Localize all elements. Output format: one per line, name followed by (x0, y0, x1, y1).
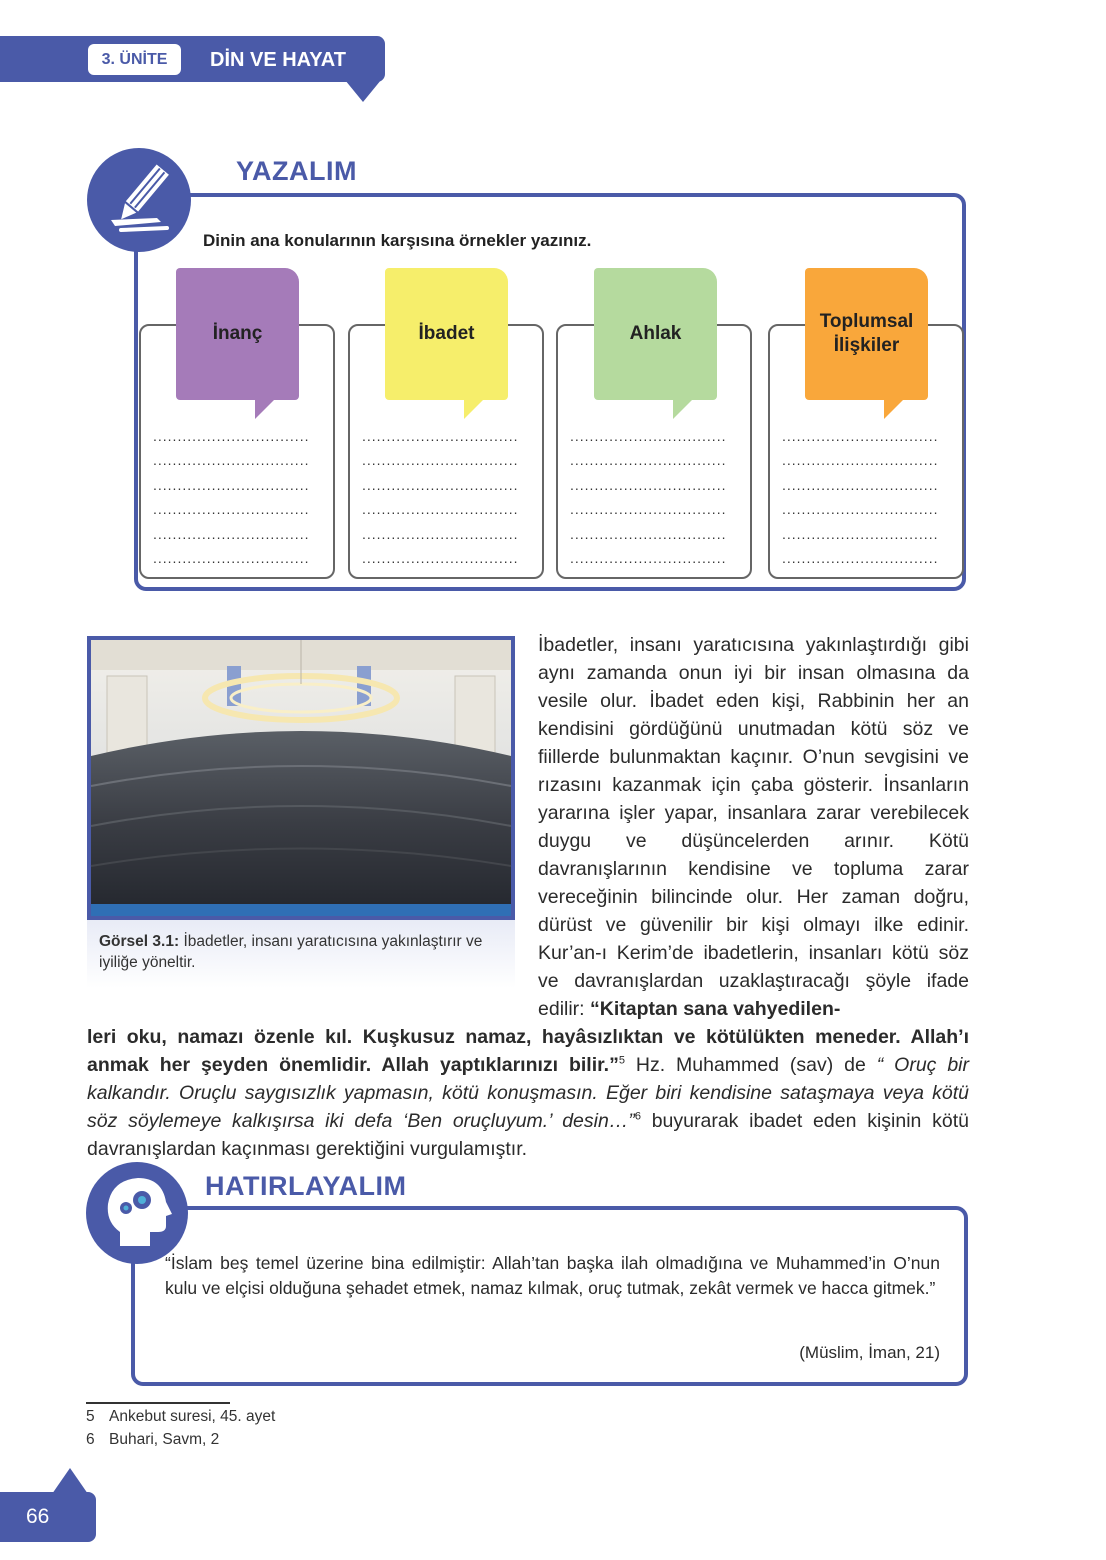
dotted-answer-line[interactable]: ................................ (782, 550, 939, 566)
dotted-answer-line[interactable]: ................................ (362, 452, 519, 469)
unit-title: DİN VE HAYAT (210, 49, 346, 71)
quran-quote-start: “Kitaptan sana vahyedilen- (590, 998, 841, 1020)
photo-caption-text: İbadetler, insanı yaratıcısına yakınlaştırır ve iyiliğe yöneltir. (99, 933, 483, 971)
dotted-answer-line[interactable]: ................................ (153, 452, 310, 469)
dotted-answer-line[interactable]: ................................ (362, 550, 519, 566)
dotted-answer-line[interactable]: ................................ (362, 501, 519, 518)
unit-label: 3. ÜNİTE (88, 44, 181, 75)
photo-caption (99, 931, 505, 973)
recall-source: (Müslim, İman, 21) (799, 1343, 940, 1362)
body-paragraph-1-text: İbadetler, insanı yaratıcısına yakınlaştırdığı gibi aynı zamanda onun iyi bir insan olmasına da vesile olur. İbadet eden kişi, Rabbinin her an kendisini gördüğünü unutmadan kötü söz ve fiillerde bulunmaktan kaçınır. O’nun sevgisini ve rızasını kazanmak için çaba gösterir. İnsanların yararına işler yapar, insanlara zarar verebilecek duygu ve düşüncelerden arınır. Kötü davranışlarının kendisine ve topluma zarar vereceğinin bilincinde olur. Her zaman doğru, dürüst ve güvenilir bir kişi olmayı ilke edinir. Kur’an-ı Kerim’de ibadetlerin, insanları kötü söz ve davranışlardan uzaklaştıracağı şöyle ifade edilir: (538, 634, 969, 1020)
body-paragraph-1 (538, 631, 969, 1023)
dotted-answer-line[interactable]: ................................ (362, 525, 519, 542)
dotted-answer-line[interactable]: ................................ (362, 428, 519, 444)
dotted-answer-line[interactable]: ................................ (782, 476, 939, 493)
dotted-answer-line[interactable]: ................................ (570, 525, 727, 542)
dotted-answer-line[interactable]: ................................ (782, 452, 939, 469)
hadith-quote: “ Oruç bir kalkandır. Oruçlu saygısızlık yapmasın, kötü konuşmasın. Eğer biri kendisine sataşmaya veya kötü söz söylemeye kalkışırsa iki defa ‘Ben oruçluyum.’ desin…” (87, 1054, 969, 1132)
dotted-answer-line[interactable]: ................................ (153, 428, 310, 444)
recall-title: HATIRLAYALIM (205, 1171, 407, 1201)
dotted-answer-line[interactable]: ................................ (153, 476, 310, 493)
dotted-answer-line[interactable]: ................................ (153, 501, 310, 518)
write-activity-instruction: Dinin ana konularının karşısına örnekler yazınız. (203, 231, 592, 250)
topic-bubble-inanc (176, 268, 299, 400)
body-paragraph-2-mid: Hz. Muhammed (sav) de (624, 1054, 877, 1076)
pencil-icon (87, 148, 191, 252)
footnote-ref-5: 5 (618, 1054, 625, 1067)
topic-bubble-toplumsal-iliskiler (805, 268, 928, 400)
body-paragraph-2-end: buyurarak ibadet eden kişinin kötü davranışlardan kaçınması gerektiğini vurgulamıştır. (87, 1110, 969, 1160)
dotted-answer-line[interactable]: ................................ (570, 476, 727, 493)
dotted-answer-line[interactable]: ................................ (782, 501, 939, 518)
footnote-6 (86, 1431, 219, 1449)
topic-label: İnanç (212, 323, 263, 344)
topic-label: Ahlak (629, 323, 682, 344)
quran-quote: leri oku, namazı özenle kıl. Kuşkusuz namaz, hayâsızlıktan ve kötülükten meneder. Allah’ı anmak her şeyden önemlidir. Allah yaptıklarınızı bilir.” (87, 1026, 969, 1076)
page-number: 66 (26, 1505, 50, 1528)
mosque-photo (87, 636, 515, 920)
topic-label: İbadet (418, 323, 475, 344)
dotted-answer-line[interactable]: ................................ (153, 525, 310, 542)
write-activity-title: YAZALIM (236, 156, 358, 186)
dotted-answer-line[interactable]: ................................ (570, 452, 727, 469)
footnote-text: Ankebut suresi, 45. ayet (109, 1408, 276, 1425)
recall-quote: “İslam beş temel üzerine bina edilmiştir: Allah’tan başka ilah olmadığına ve Muhammed’in O’nun kulu ve elçisi olduğuna şehadet etmek, namaz kılmak, oruç tutmak, zekât vermek ve hacca gitmek.” (165, 1253, 940, 1298)
dotted-answer-line[interactable]: ................................ (570, 428, 727, 444)
footnote-text: Buhari, Savm, 2 (109, 1431, 220, 1448)
topic-bubble-ahlak (594, 268, 717, 400)
topic-label: Toplumsal İlişkiler (819, 311, 914, 356)
head-gears-icon (86, 1162, 188, 1264)
footnote-5 (86, 1408, 275, 1426)
dotted-answer-line[interactable]: ................................ (570, 501, 727, 518)
page-tab-arrow (52, 1468, 88, 1494)
dotted-answer-line[interactable]: ................................ (782, 428, 939, 444)
topic-bubble-ibadet (385, 268, 508, 400)
dotted-answer-line[interactable]: ................................ (153, 550, 310, 566)
photo-caption-label: Görsel 3.1: (99, 933, 180, 950)
footnote-rule (86, 1402, 230, 1404)
dotted-answer-line[interactable]: ................................ (570, 550, 727, 566)
footnote-ref-6: 6 (634, 1110, 641, 1123)
dotted-answer-line[interactable]: ................................ (782, 525, 939, 542)
footnote-number: 5 (86, 1408, 95, 1425)
body-paragraph-2 (87, 1023, 969, 1163)
footnote-number: 6 (86, 1431, 95, 1448)
dotted-answer-line[interactable]: ................................ (362, 476, 519, 493)
